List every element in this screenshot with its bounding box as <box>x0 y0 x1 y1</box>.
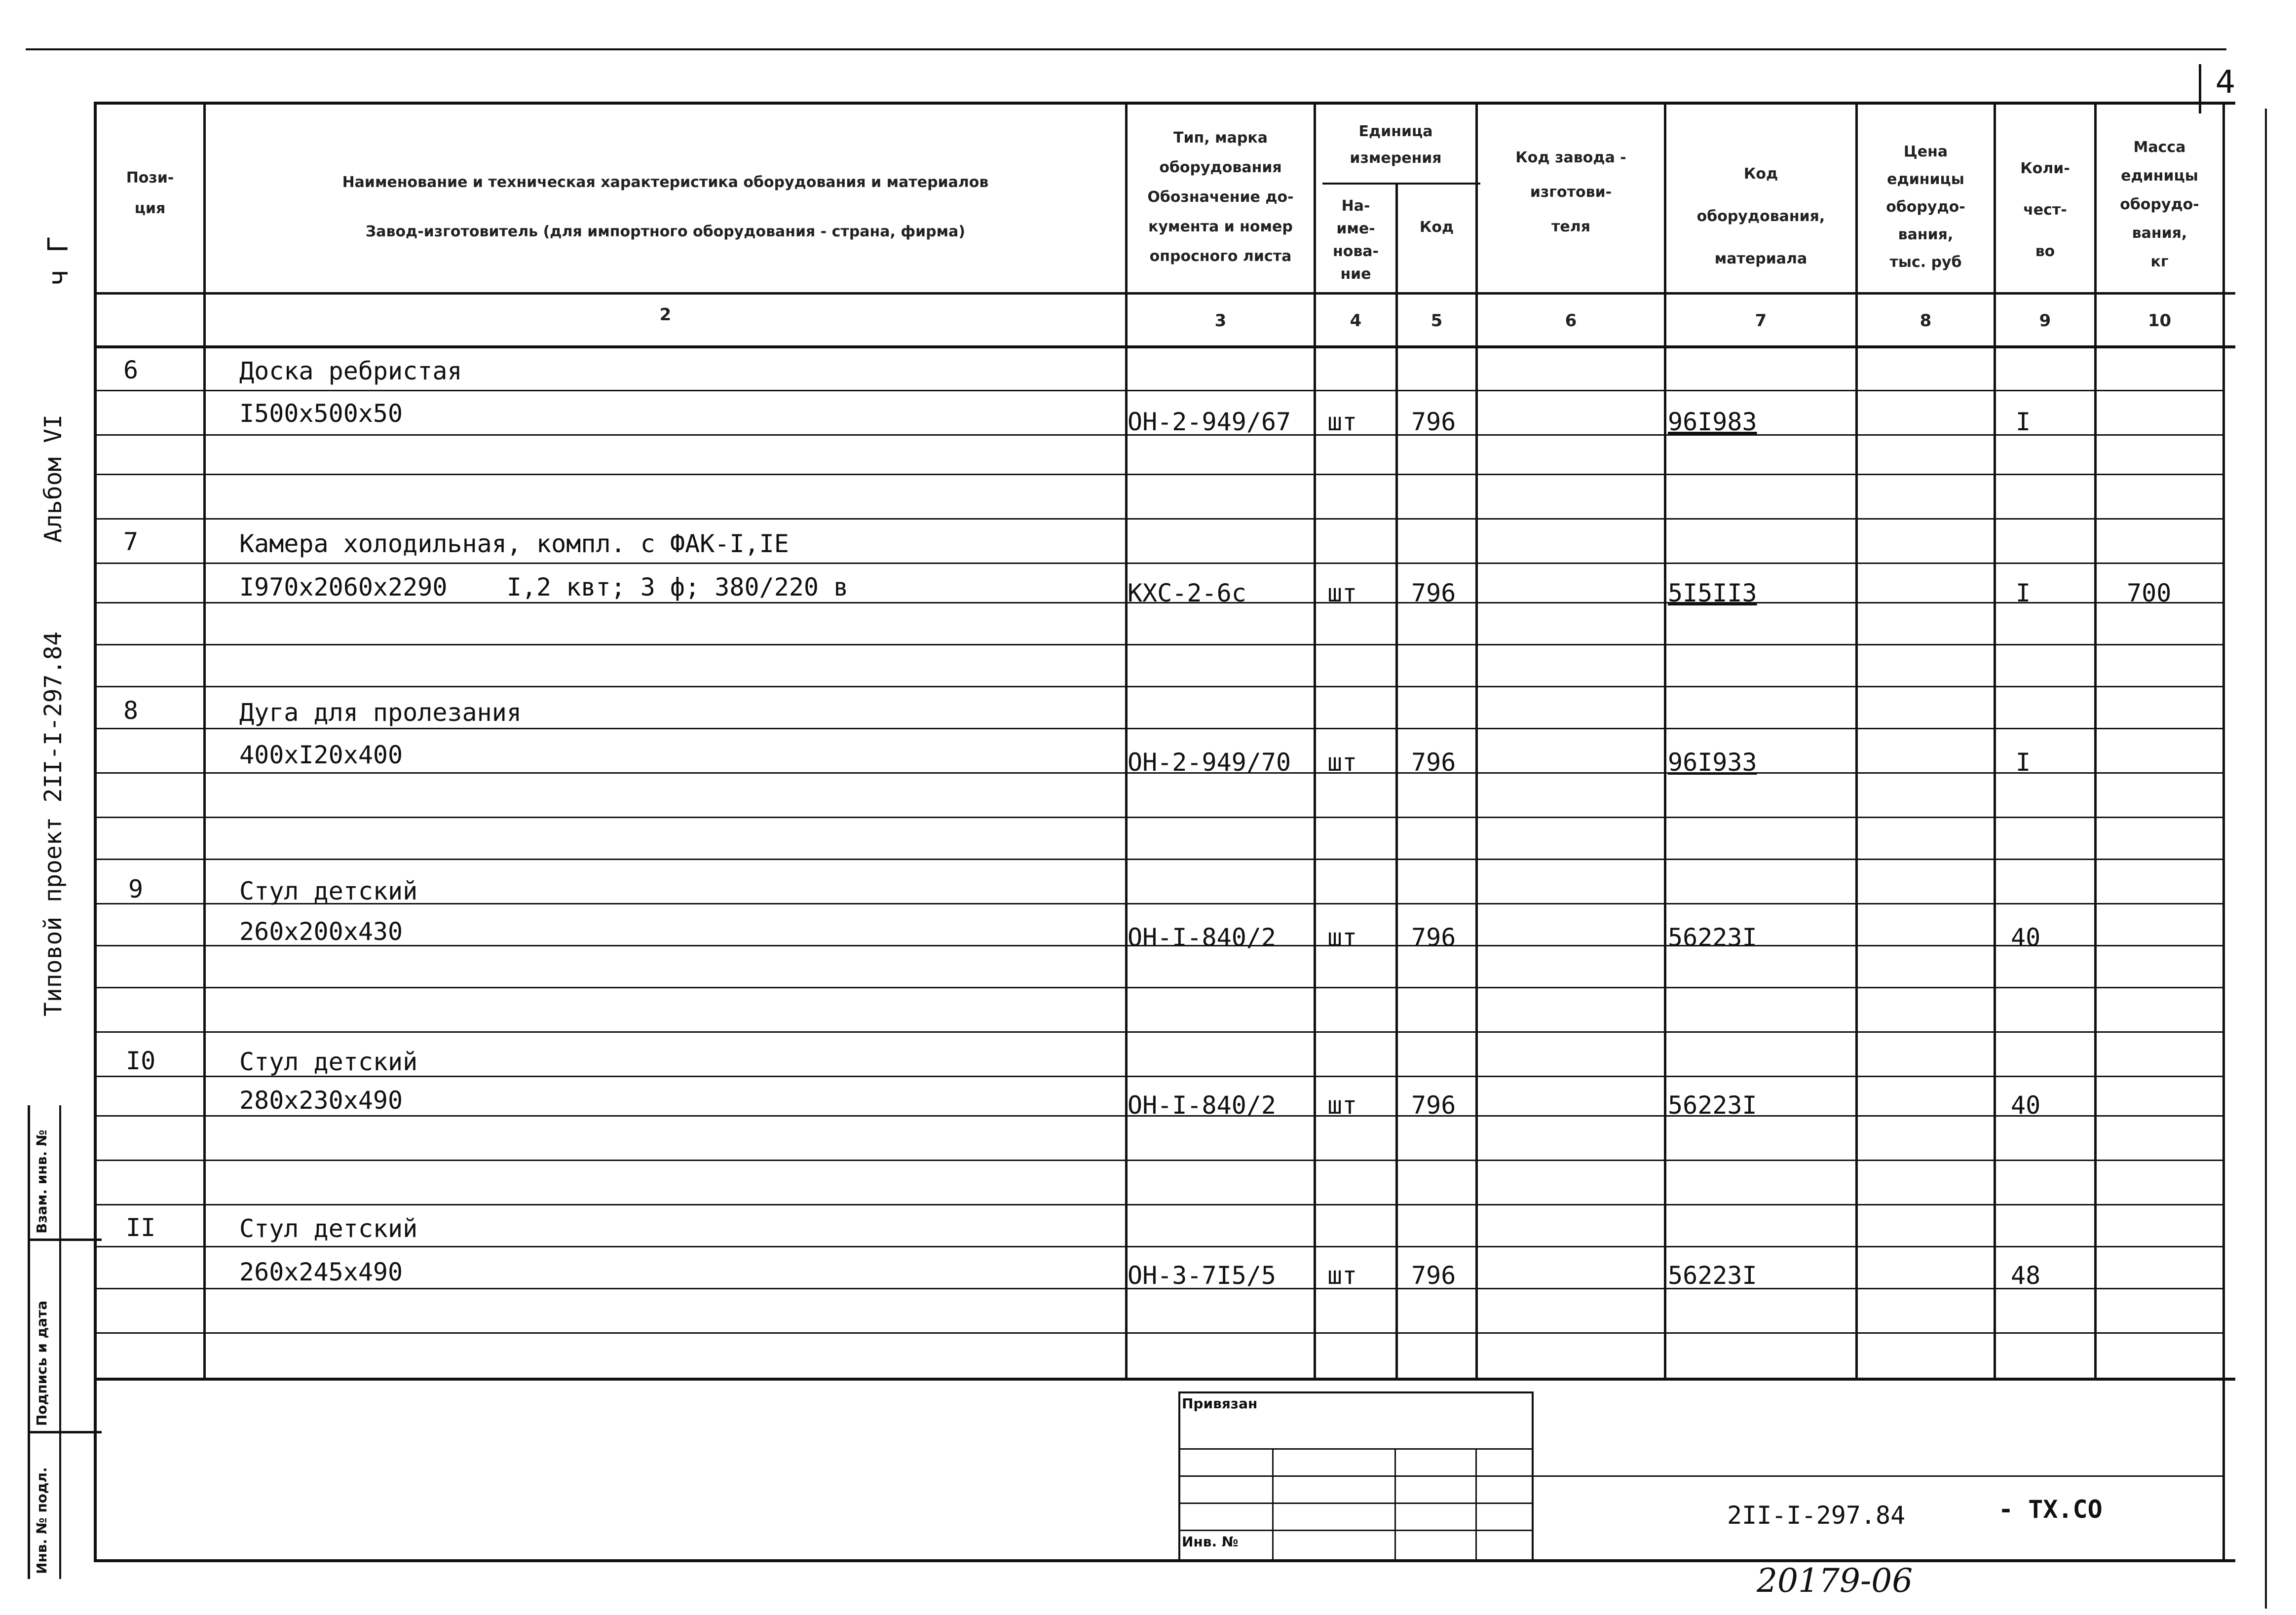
col-line-10 <box>2222 102 2225 1562</box>
item-equip-code: 56223I <box>1668 923 1757 952</box>
col-line-8 <box>1994 102 1996 1380</box>
item-type: ОН-2-949/67 <box>1128 408 1291 436</box>
item-unit-code: 796 <box>1411 1091 1456 1120</box>
table-bottom <box>94 1378 2235 1381</box>
item-type: ОН-I-840/2 <box>1128 923 1277 952</box>
item-name: Дуга для пролезания <box>239 698 522 727</box>
sheet-top-border <box>26 48 2226 50</box>
header-col2-line1: Наименование и техническая характеристика оборудования и материалов <box>342 174 989 191</box>
row-line <box>94 728 2223 729</box>
header-col4 <box>1316 195 1395 286</box>
item-qty: 40 <box>2011 1091 2041 1120</box>
header-col7-line3: материала <box>1714 250 1807 267</box>
titleblock-row <box>1178 1530 1534 1531</box>
row-line <box>94 474 2223 475</box>
header-col1-line2: ция <box>134 200 166 217</box>
column-number: 4 <box>1350 311 1362 331</box>
header-col2-line2: Завод-изготовитель (для импортного оборудования - страна, фирма) <box>365 223 966 240</box>
item-equip-code: 96I933 <box>1668 748 1757 777</box>
row-line <box>94 1332 2223 1334</box>
stamp-strip-mid <box>59 1105 61 1579</box>
item-mass: 700 <box>2127 579 2172 607</box>
row-line <box>94 518 2223 520</box>
item-spec: I970x2060x2290 I,2 квт; 3 ф; 380/220 в <box>239 573 849 601</box>
header-col1 <box>97 163 203 224</box>
item-qty: I <box>2016 579 2031 607</box>
column-number: 2 <box>659 305 672 325</box>
item-spec: 400xI20x400 <box>239 741 403 769</box>
header-col10-line2: единицы <box>2121 167 2198 185</box>
item-position: II <box>126 1213 156 1242</box>
item-name: Стул детский <box>239 1048 418 1076</box>
header-col3-line3: Обозначение до- <box>1147 188 1294 206</box>
item-unit: шт <box>1327 408 1357 436</box>
row-line <box>94 987 2223 988</box>
stamp-inv: Инв. № подл. <box>34 1467 50 1574</box>
stamp-strip-sep2 <box>28 1431 102 1433</box>
item-position: 7 <box>123 527 139 556</box>
header-col3-line4: кумента и номер <box>1148 218 1293 235</box>
header-col10-line1: Масса <box>2133 139 2186 156</box>
col-line-7 <box>1855 102 1858 1380</box>
stamp-strip-left <box>28 1105 30 1579</box>
header-col5: Код <box>1419 219 1454 236</box>
header-col6 <box>1478 141 1664 244</box>
numbers-bottom <box>94 345 2235 348</box>
row-line <box>94 686 2223 687</box>
item-name: Доска ребристая <box>239 357 462 385</box>
titleblock-row <box>1178 1475 2224 1477</box>
titleblock-col <box>1475 1448 1477 1559</box>
col-line-2 <box>1125 102 1128 1380</box>
titleblock-row <box>1178 1448 1534 1450</box>
header-col8-line2: единицы <box>1887 171 1964 188</box>
header-col9-line3: во <box>2035 243 2055 260</box>
handwritten-number: 20179-06 <box>1757 1562 1913 1600</box>
column-number: 10 <box>2147 311 2172 331</box>
item-equip-code: 96I983 <box>1668 408 1757 436</box>
header-col8-line4: вания, <box>1898 226 1954 243</box>
item-qty: 40 <box>2011 923 2041 952</box>
row-line <box>94 859 2223 860</box>
column-number: 7 <box>1755 311 1767 331</box>
header-col2 <box>206 158 1125 257</box>
header-col6-line3: теля <box>1551 218 1590 235</box>
header-col7 <box>1666 153 1855 280</box>
row-line <box>94 644 2223 645</box>
col-line-3 <box>1314 102 1316 1380</box>
item-unit-code: 796 <box>1411 408 1456 436</box>
header-col4-line3: нова- <box>1332 243 1379 260</box>
header-col10-line4: вания, <box>2132 225 2187 242</box>
item-position: 8 <box>123 696 139 725</box>
item-spec: 260x245x490 <box>239 1258 403 1286</box>
header-col4-line4: ние <box>1340 265 1371 283</box>
item-position: I0 <box>126 1047 156 1075</box>
item-unit: шт <box>1327 748 1357 777</box>
titleblock-col <box>1394 1448 1396 1559</box>
header-col10-line5: кг <box>2150 253 2169 270</box>
header-col4-line2: име- <box>1336 220 1375 237</box>
col-line-4 <box>1395 183 1398 1380</box>
titleblock-row <box>1178 1502 1534 1504</box>
row-line <box>94 1031 2223 1033</box>
header-col9-line2: чест- <box>2023 201 2067 219</box>
item-equip-code: 56223I <box>1668 1261 1757 1290</box>
header-col3 <box>1128 123 1314 271</box>
header-unit-group <box>1316 118 1475 172</box>
header-col3-line1: Тип, марка <box>1173 129 1268 147</box>
header-col9-line1: Коли- <box>2020 160 2070 177</box>
item-type: ОН-2-949/70 <box>1128 748 1291 777</box>
row-line <box>94 1246 2223 1247</box>
item-type: ОН-I-840/2 <box>1128 1091 1277 1120</box>
header-col10-line3: оборудо- <box>2120 196 2199 213</box>
titleblock-col <box>1272 1448 1274 1559</box>
row-line <box>94 390 2223 391</box>
titleblock-inv-no: Инв. № <box>1182 1534 1239 1550</box>
group-divider <box>1322 183 1480 185</box>
item-spec: I500x500x50 <box>239 399 403 428</box>
header-col7-line1: Код <box>1743 165 1778 183</box>
item-equip-code: 5I5II3 <box>1668 579 1757 607</box>
item-unit-code: 796 <box>1411 1261 1456 1290</box>
item-unit-code: 796 <box>1411 579 1456 607</box>
col-line-6 <box>1664 102 1666 1380</box>
item-unit-code: 796 <box>1411 923 1456 952</box>
column-number: 3 <box>1214 311 1227 331</box>
header-col3-line2: оборудования <box>1159 159 1282 176</box>
col-line-9 <box>2094 102 2097 1380</box>
header-col10 <box>2097 133 2222 276</box>
titleblock-box-top <box>1178 1391 1534 1393</box>
side-project: Типовой проект 2II-I-297.84 <box>39 631 67 1016</box>
header-unit-group-line1: Единица <box>1358 123 1433 140</box>
stamp-podpis: Подпись и дата <box>34 1300 50 1426</box>
titleblock-privyazan: Привязан <box>1182 1395 1258 1412</box>
item-spec: 260x200x430 <box>239 917 403 946</box>
header-col7-line2: оборудования, <box>1696 208 1825 225</box>
col-line-1 <box>203 102 206 1380</box>
row-line <box>94 1160 2223 1161</box>
header-col6-line2: изготови- <box>1530 184 1612 201</box>
row-line <box>94 1204 2223 1205</box>
item-name: Стул детский <box>239 877 418 905</box>
header-col8-line3: оборудо- <box>1886 198 1965 216</box>
header-col1-line1: Пози- <box>126 169 174 187</box>
row-line <box>94 817 2223 818</box>
column-number: 6 <box>1565 311 1577 331</box>
document-code: 2II-I-297.84 <box>1727 1501 1906 1530</box>
column-number: 8 <box>1920 311 1932 331</box>
sheet-number: 4 <box>2215 64 2236 101</box>
item-equip-code: 56223I <box>1668 1091 1757 1120</box>
header-col3-line5: опросного листа <box>1149 248 1292 265</box>
item-qty: I <box>2016 408 2031 436</box>
item-unit: шт <box>1327 1261 1357 1290</box>
header-bottom <box>94 292 2235 295</box>
item-qty: I <box>2016 748 2031 777</box>
row-line <box>94 563 2223 564</box>
item-type: ОН-3-7I5/5 <box>1128 1261 1277 1290</box>
header-col8-line1: Цена <box>1903 143 1948 160</box>
item-name: Стул детский <box>239 1214 418 1243</box>
header-col4-line1: На- <box>1341 197 1370 215</box>
header-col9 <box>1996 148 2094 272</box>
header-col8-line5: тыс. руб <box>1889 254 1962 271</box>
col-line-0 <box>94 102 97 1562</box>
col-line-5 <box>1475 102 1478 1380</box>
item-position: 6 <box>123 356 139 384</box>
sheet-number-box-left <box>2199 64 2201 113</box>
item-position: 9 <box>128 875 144 903</box>
side-marks: ч Г <box>42 236 75 286</box>
stamp-strip-sep1 <box>28 1239 102 1241</box>
header-unit-group-line2: измерения <box>1350 150 1442 167</box>
item-unit: шт <box>1327 923 1357 952</box>
stamp-vzam: Взам. инв. № <box>34 1129 50 1234</box>
column-number: 5 <box>1430 311 1443 331</box>
item-unit: шт <box>1327 1091 1357 1120</box>
item-spec: 280x230x490 <box>239 1086 403 1115</box>
side-album: Альбом VI <box>39 414 67 543</box>
table-top <box>94 102 2235 105</box>
outer-bottom <box>94 1559 2235 1562</box>
sheet-right-border <box>2265 109 2267 1609</box>
document-suffix: - ТХ.СО <box>1998 1495 2103 1524</box>
item-unit-code: 796 <box>1411 748 1456 777</box>
header-col6-line1: Код завода - <box>1515 149 1626 166</box>
item-type: КХС-2-6с <box>1128 579 1246 607</box>
item-qty: 48 <box>2011 1261 2041 1290</box>
item-name: Камера холодильная, компл. с ФАК-I,IЕ <box>239 529 789 558</box>
item-unit: шт <box>1327 579 1357 607</box>
column-number: 9 <box>2039 311 2051 331</box>
header-col8 <box>1858 138 1994 276</box>
